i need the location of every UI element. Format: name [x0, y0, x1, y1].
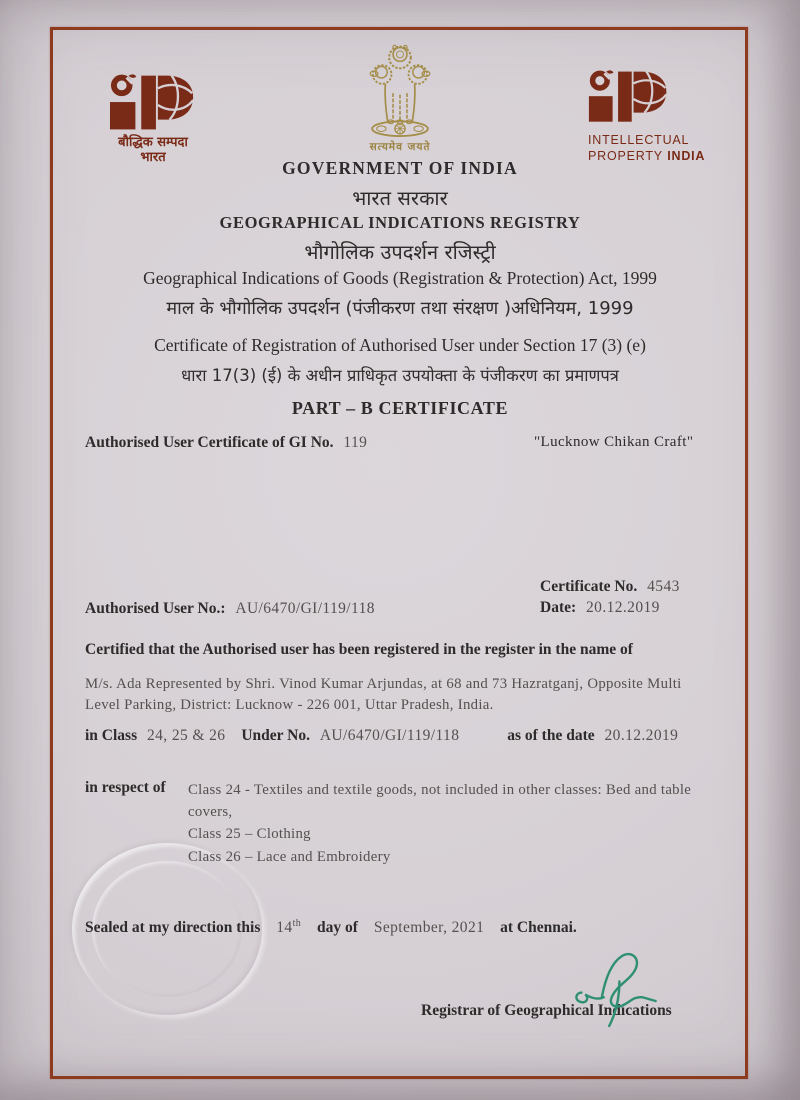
registrar-signature [574, 948, 676, 1033]
signature-icon [574, 948, 676, 1028]
gi-number-value: 119 [343, 434, 368, 451]
section-line-hindi: धारा 17(3) (ई) के अधीन प्राधिकृत उपयोक्ता के पंजीकरण का प्रमाणपत्र [181, 366, 619, 385]
authorised-user-value: AU/6470/GI/119/118 [235, 600, 375, 617]
date-value: 20.12.2019 [586, 598, 660, 616]
gi-number-row [85, 434, 367, 452]
asof-date-label: as of the date [507, 727, 595, 744]
asof-date-value: 20.12.2019 [604, 727, 679, 744]
right-logo-text-line1: INTELLECTUAL [588, 133, 690, 147]
authorised-user-label: Authorised User No.: [85, 600, 226, 617]
right-logo-text-line2: PROPERTY INDIA [588, 149, 706, 164]
gi-name: "Lucknow Chikan Craft" [534, 434, 694, 450]
class-list-item: Class 24 - Textiles and textile goods, not included in other classes: Bed and table covers, [188, 782, 692, 821]
left-logo-text-line1: बौद्धिक सम्पदा [118, 135, 188, 150]
emblem-motto: सत्यमेव जयते [369, 141, 431, 153]
ip-monogram-icon [588, 70, 670, 126]
sealed-place: at Chennai. [500, 919, 577, 937]
ip-india-logo-left [78, 74, 228, 166]
left-logo-text-line2: भारत [140, 149, 166, 165]
class-value: 24, 25 & 26 [147, 727, 226, 744]
sealed-month: September, 2021 [373, 919, 485, 937]
act-title-hindi: माल के भौगोलिक उपदर्शन (पंजीकरण तथा संरक्षण )अधिनियम, 1999 [166, 298, 634, 319]
class-list-item: Class 26 – Lace and Embroidery [188, 848, 391, 865]
date-row [540, 598, 680, 619]
sealed-label: Sealed at my direction this [85, 919, 261, 937]
respect-label: in respect of [85, 779, 166, 796]
certificate-number-label: Certificate No. [540, 578, 638, 595]
respect-block [85, 779, 728, 868]
registry-title: GEOGRAPHICAL INDICATIONS REGISTRY [219, 213, 581, 232]
gi-number-label: Authorised User Certificate of GI No. [85, 434, 334, 451]
date-label: Date: [540, 598, 577, 616]
day-of-label: day of [317, 919, 358, 937]
under-number-value: AU/6470/GI/119/118 [319, 727, 460, 744]
class-label: in Class [85, 727, 138, 744]
holder-paragraph: M/s. Ada Represented by Shri. Vinod Kumar Arjundas, at 68 and 73 Hazratganj, Opposite Multi Level Parking, District: Lucknow - 226 001, Uttar Pradesh, India. [85, 676, 682, 713]
class-row [85, 727, 678, 745]
sealed-row [85, 918, 577, 937]
class-list-item: Class 25 – Clothing [188, 826, 311, 843]
certified-statement: Certified that the Authorised user has been registered in the register in the name of [85, 641, 633, 658]
registrar-title: Registrar of Geographical Indications [421, 1002, 672, 1019]
government-title: GOVERNMENT OF INDIA [282, 158, 518, 178]
day-ordinal-suffix: th [292, 918, 302, 929]
act-title: Geographical Indications of Goods (Registration & Protection) Act, 1999 [143, 268, 657, 288]
certificate-number-value: 4543 [647, 578, 680, 595]
registry-title-hindi: भौगोलिक उपदर्शन रजिस्ट्री [304, 240, 496, 264]
part-b-title: PART – B CERTIFICATE [291, 398, 509, 418]
lion-capital-icon [361, 42, 439, 138]
ashoka-emblem [344, 42, 456, 154]
ip-monogram-icon [109, 74, 197, 134]
authorised-user-row [85, 600, 375, 618]
government-title-hindi: भारत सरकार [352, 186, 448, 210]
certificate-number-block [540, 577, 680, 619]
ip-india-logo-right [588, 70, 738, 165]
class-list [188, 779, 728, 868]
under-number-label: Under No. [241, 727, 310, 744]
certificate-number-row [540, 577, 680, 598]
sealed-day: 14th [276, 918, 302, 937]
section-line: Certificate of Registration of Authorised User under Section 17 (3) (e) [154, 335, 646, 355]
